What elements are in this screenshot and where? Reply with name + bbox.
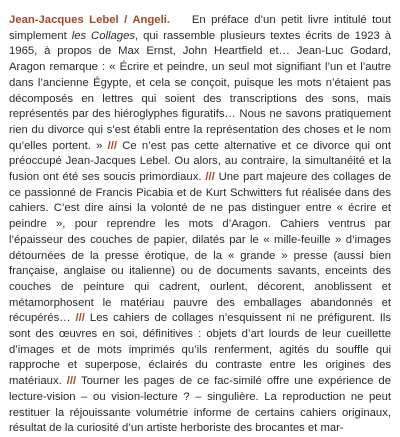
section-separator: /// xyxy=(205,171,215,184)
text-segment: Les cahiers de collages n’esquissent ni ne préfigurent. Ils sont des œuvres en soi, définitives : objets d’art lourds de leur cueillette d’images et de mots imprimés qu’ils renferment, agités du souffle qui rapproche et superpose, éclairés du contraste entre les origines des matériaux. xyxy=(9,312,391,388)
author-heading: Jean-Jacques Lebel / Angeli. xyxy=(9,14,170,26)
text-segment: Ce n’est pas cette alternative et ce divorce qui ont préoccupé Jean-Jacques Lebel. Ou alors, au contraire, la simultanéité et la fusion ont été ses soucis primordiaux. xyxy=(9,139,391,184)
text-segment: En préface d’un petit livre intitulé tout simplement xyxy=(9,14,391,42)
section-separator: /// xyxy=(107,139,118,152)
section-separator: /// xyxy=(66,375,77,388)
book-title: les Collages xyxy=(71,29,136,42)
section-separator: /// xyxy=(75,312,85,325)
text-segment: Une part majeure des collages de ce passionné de Francis Picabia et de Kurt Schwitters fut réalisée dans des cahiers. C’est dire ainsi la volonté de ne pas distinguer entre « écrire et peindre », pour reprendre les mots d’Aragon. Cahiers ventrus par l’épaisseur des couches de papier, dilatés par le « mille-feuille » d’images détournées de la presse érotique, de la « grande » presse (aussi bien française, anglaise ou italienne) ou de documents savants, enceints des couches de peinture qui cadrent, ourlent, décorent, anoblissent et métamorphosent le matériau pauvre des emballages abandonnés et récupérés… xyxy=(9,171,391,325)
text-segment: Tourner les pages de ce fac-similé offre une expérience de lecture-vision – ou vision-lecture ? – singulière. La reproduction ne peut restituer la réjouissante volumétrie informe de certains cahiers originaux, résultat de la curiosité d’un artiste herboriste des brocantes et mar- xyxy=(9,375,391,435)
text-segment: , qui rassemble plusieurs textes écrits de 1923 à 1965, à propos de Max Ernst, John Heartfield et… Jean-Luc Godard, Aragon remarque : « Écrire et peindre, un seul mot signifiant l’un et l’autre dans l’ancienne Égypte, et cela se conçoit, puisque les mots n’étaient pas décomposés en lettres qui soient des transcriptions des sons, mais représentés par des hiéroglyphes figuratifs… Nous ne savons pratiquement rien du divorce qui s’est établi entre la représentation des choses et le nom qu’elles portent. » xyxy=(9,29,391,152)
body-paragraph xyxy=(9,13,391,437)
